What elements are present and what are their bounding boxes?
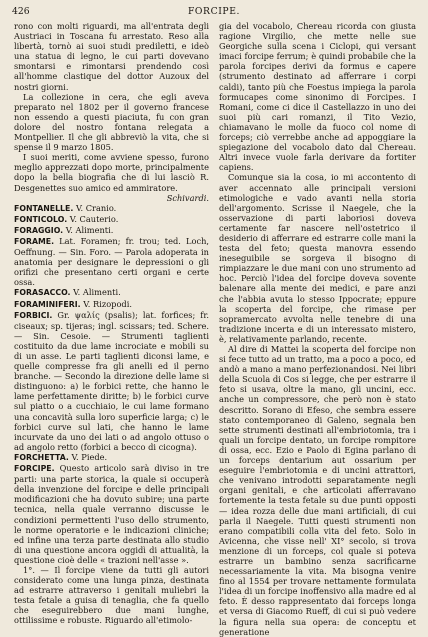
entry-text: V. Alimenti. bbox=[65, 224, 114, 235]
entry-headword: FONTANELLE. bbox=[14, 203, 74, 213]
entry-headword: FORAGGIO. bbox=[14, 225, 64, 235]
body-paragraph: Al dire di Mattei la scoperta del forcipe non si fece tutto ad un tratto, ma a poco a poco, ed andò a mano a mano perfezionandosi. Nei libri della Scuola di Cos si legge, che per estrarre il feto si usava, oltre la mano, gli uncini, ecc. anche un compressore, che però non è stato descritto. Sorano di Efeso, che sembra essere stato contemporaneo di Galeno, segnala ben sette strumenti destinati all'embriotomia, tra i quali un forcipe dentato, un forcipe rompitore di ossa, ecc. Ezio e Paolo di Egina parlano di un forceps dentarium aut ossarium per eseguire l'embriotomia e di uncini attrattori, che venivano introdotti separatamente negli organi genitali, e che articolati afferravano fortemente la testa fetale su due punti opposti — idea rozza delle due mani artificiali, di cui parla il Naegele. Tutti questi strumenti non erano compatibili colla vita del feto. Solo in Avicenna, che visse nell' XI° secolo, si trova menzione di un forceps, col quale si poteva estrarre un bambino senza sacrificarne necessariamente la vita. Ma bisogna venire fino al 1554 per trovare nettamente formulata l'idea di un forcipe inoffensivo alla madre ed al feto. È desso rappresentato dai forceps longa et versa di Giacomo Rueff, di cui si può vedere la figura nella sua opera: de conceptu et generatione bbox=[219, 344, 416, 637]
running-title: FORCIPE. bbox=[187, 6, 241, 17]
entry-headword: FORAME. bbox=[14, 236, 55, 246]
entry-text: Questo articolo sarà diviso in tre parti: una parte storica, la quale si occuperà della invenzione del forcipe e delle principali modificazioni che ha dovuto subire; una parte tecnica, nella quale verranno discusse le condizioni permettenti l'uso dello strumento, le norme operatorie e le indicazioni cliniche; ed infine una terza parte destinata allo studio di una questione ancora oggidì di attualità, la questione cioè delle « trazioni nell'asse ». bbox=[14, 463, 210, 565]
left-column bbox=[14, 21, 210, 626]
entry-headword: FORAMINIFERI. bbox=[14, 299, 81, 309]
page-header bbox=[12, 6, 416, 18]
author-signature: Schivardi. bbox=[166, 192, 209, 203]
dictionary-entry bbox=[14, 236, 209, 287]
dictionary-entry bbox=[14, 452, 209, 463]
dictionary-entry bbox=[14, 225, 209, 236]
body-paragraph: 1°. — Il forcipe viene da tutti gli autori considerato come una lunga pinza, destinata ad estrarre attraverso i genitali muliebri la testa fetale a guisa di tenaglia, che fa quello che eseguirebbero due mani lunghe, ottilissime e robuste. Riguardo all'etimolo- bbox=[14, 564, 209, 626]
entry-text: Gr. ψαλίς (psalis); lat. forfices; fr. ciseaux; sp. tijeras; ingl. scissars; ted. Schere. — Sin. Cesoie. — Strumenti taglienti costituito da due lame incrociate e mobili su di un asse. Le parti taglienti diconsi lame, e quelle compresse fra gli anelli ed il perno branche. — Secondo la direzione delle lame si distinguono: a) le forbici rette, che hanno le lame perfettamente diritte; b) le forbici curve sul piatto o a cucchiaio, le cui lame formano una concavità sulla loro superficie larga; c) le forbici curve sul lati, che hanno le lame incurvate da uno dei lati o ad angolo ottuso o ad angolo retto (forbici a becco di cicogna). bbox=[14, 309, 209, 452]
page-number: 426 bbox=[12, 6, 30, 17]
body-paragraph: La collezione in cera, che egli aveva preparato nel 1802 per il governo francese non essendo a questi piaciuta, fu con gran dolore del nostro fontana relegata a Montpellier. Il che gli abbreviò la vita, che si spense il 9 marzo 1805. bbox=[14, 91, 209, 153]
right-column bbox=[219, 21, 416, 637]
dictionary-entry bbox=[14, 299, 209, 310]
entry-text: Lat. Foramen; fr. trou; ted. Loch, Oeffnung. — Sin. Foro. — Parola adoperata in anatomia per designare le depressioni o gli orifizi che presentano certi organi e certe ossa. bbox=[14, 235, 210, 288]
entry-text: V. Alimenti. bbox=[73, 287, 121, 298]
entry-text: V. Piede. bbox=[71, 451, 108, 462]
body-paragraph: gia del vocabolo, Chereau ricorda con giusta ragione Virgilio, che mette nelle sue Georgiche sulla scena i Ciclopi, qui versant imaci forcipe ferrum; è quindi probabile che la parola forcipes derivi da formus e capere (strumento destinato ad afferrare i corpi caldi), tanto più che Foestus impiega la parola formucapes come sinonimo di Forcipes. I Romani, come ci dice il Castellazzo in uno dei suoi più cari romanzi, il Tito Vezio, chiamavano le molle da fuoco col nome di forceps; ciò verrebbe anche ad appoggiare la spiegazione del vocabolo dato dal Chereau. Altri invece vuole farla derivare da fortiter capiens. bbox=[219, 21, 416, 173]
body-paragraph: Comunque sia la cosa, io mi accontento di aver accennato alle principali versioni etimologiche e vado avanti nella storia dell'argomento. Scrisse il Naegele, che la osservazione di parti laboriosi doveva certamente far nascere nell'ostetrico il desiderio di afferrare ed estrarre colle mani la testa del feto; questa manovra essendo ineseguibile se sorgeva il bisogno di rimpiazzare le due mani con uno strumento ad hoc. Perciò l'idea del forcipe doveva sovente balenare alla mente dei medici, e pare anzi che l'abbia avuta lo stesso Ippocrate; eppure la scoperta del forcipe, che rimase per sopramercato avvolta nelle tenebre di una tradizione incerta e di un interessato mistero, è, relativamente parlando, recente. bbox=[219, 172, 416, 344]
entry-headword: FORCIPE. bbox=[14, 464, 55, 474]
dictionary-entry bbox=[14, 463, 209, 565]
entry-headword: FORCHETTA. bbox=[14, 452, 69, 462]
dictionary-entry bbox=[14, 203, 209, 214]
body-paragraph: I suoi meriti, come avviene spesso, furono meglio apprezzati dopo morte, principalmente dopo la bella biografia che di lui lasciò R. Desgenettes suo amico ed ammiratore. bbox=[14, 152, 209, 193]
entry-text: V. Cranio. bbox=[75, 202, 117, 213]
entry-text: V. Cauterio. bbox=[69, 213, 119, 224]
dictionary-entry bbox=[14, 214, 209, 225]
entry-headword: FORBICI. bbox=[14, 310, 53, 320]
dictionary-entry bbox=[14, 310, 209, 452]
entry-text: V. Rizopodi. bbox=[83, 298, 132, 309]
dictionary-entry bbox=[14, 287, 209, 298]
entry-headword: FONTICOLO. bbox=[14, 214, 68, 224]
body-paragraph: rono con molti riguardi, ma all'entrata degli Austriaci in Toscana fu arrestato. Reso alla libertà, tornò ai suoi studi prediletti, e ideò una statua di legno, le cui parti dovevano smontarsi e rimontarsi prendendo così all'homme clastique del dottor Auzoux del nostri giorni. bbox=[14, 21, 209, 92]
entry-headword: FORASACCO. bbox=[14, 288, 71, 298]
